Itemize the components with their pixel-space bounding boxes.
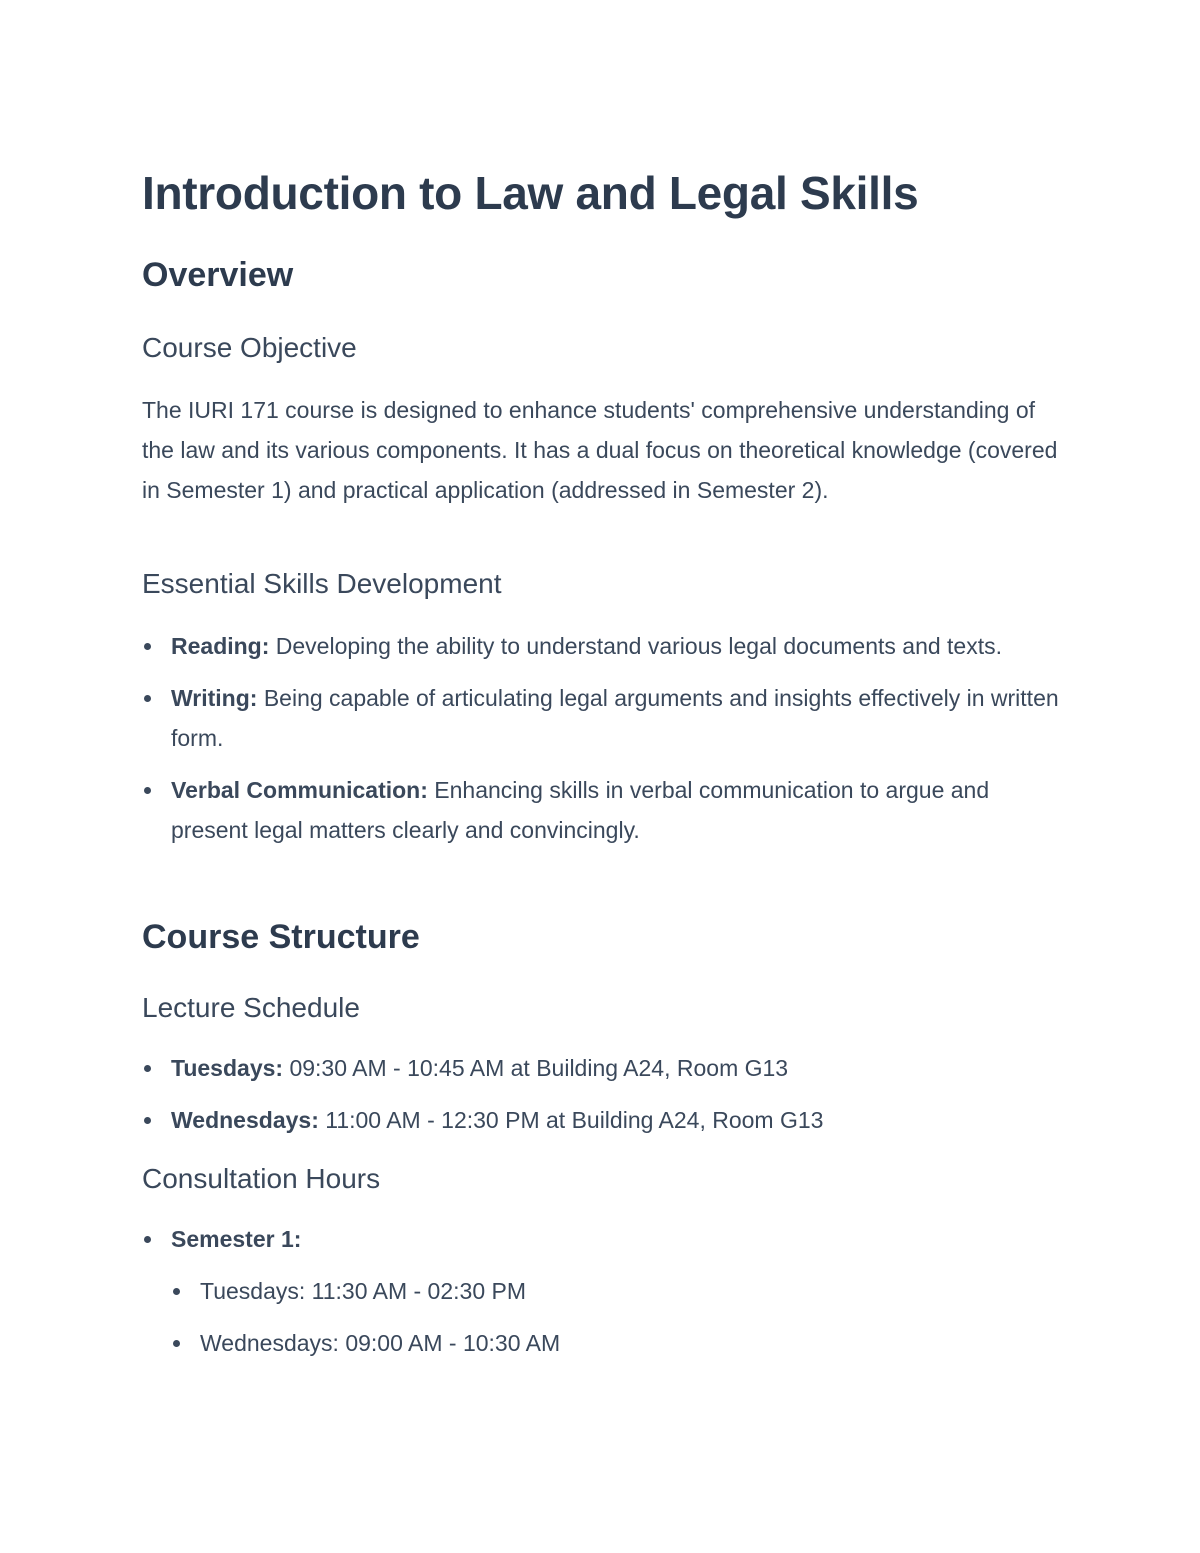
lecture-time: 09:30 AM - 10:45 AM at Building A24, Room G13 — [283, 1055, 789, 1081]
lecture-schedule-heading: Lecture Schedule — [142, 992, 360, 1023]
lecture-list — [142, 1048, 1062, 1140]
skill-text: Being capable of articulating legal arguments and insights effectively in written form. — [171, 685, 1059, 751]
lecture-day: Tuesdays: — [171, 1055, 284, 1081]
list-item — [142, 626, 1062, 666]
skill-term: Writing: — [171, 685, 258, 711]
skill-text: Developing the ability to understand various legal documents and texts. — [269, 633, 1002, 659]
list-item — [142, 1100, 1062, 1140]
semester-label: Semester 1: — [171, 1226, 302, 1252]
list-item — [142, 1271, 1062, 1311]
skills-heading: Essential Skills Development — [142, 568, 502, 599]
list-item — [142, 1048, 1062, 1088]
course-structure-heading: Course Structure — [142, 918, 420, 956]
consultation-hours-heading: Consultation Hours — [142, 1163, 381, 1194]
consultation-time: Wednesdays: 09:00 AM - 10:30 AM — [200, 1330, 561, 1356]
skill-term: Reading: — [171, 633, 270, 659]
overview-heading: Overview — [142, 256, 294, 294]
list-item — [142, 1323, 1062, 1363]
document-title: Introduction to Law and Legal Skills — [142, 167, 919, 219]
consultation-time: Tuesdays: 11:30 AM - 02:30 PM — [200, 1278, 526, 1304]
skill-term: Verbal Communication: — [171, 777, 428, 803]
lecture-day: Wednesdays: — [171, 1107, 319, 1133]
course-objective-text: The IURI 171 course is designed to enhance students' comprehensive understanding of the law and its various components. It has a dual focus on theoretical knowledge (covered in Semester 1) and practical application (addressed in Semester 2). — [142, 397, 1058, 503]
consultation-list — [142, 1219, 1062, 1363]
skills-list — [142, 626, 1062, 850]
skill-text: Enhancing skills in verbal communication to argue and present legal matters clearly and convincingly. — [171, 777, 990, 843]
list-item — [142, 678, 1062, 758]
list-item — [142, 770, 1062, 850]
list-item — [142, 1219, 1062, 1259]
course-objective-heading: Course Objective — [142, 332, 357, 363]
lecture-time: 11:00 AM - 12:30 PM at Building A24, Room G13 — [318, 1107, 824, 1133]
